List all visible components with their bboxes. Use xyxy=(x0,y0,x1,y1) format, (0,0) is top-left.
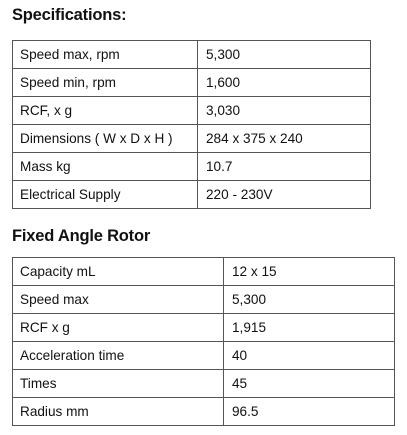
table-row xyxy=(13,314,395,342)
spec-label-rcf: RCF, x g xyxy=(13,97,198,125)
rotor-label-acceleration-time: Acceleration time xyxy=(13,342,224,370)
rotor-label-speed-max: Speed max xyxy=(13,286,224,314)
rotor-value-radius: 96.5 xyxy=(224,398,395,426)
table-row xyxy=(13,342,395,370)
spec-value-mass: 10.7 xyxy=(198,153,371,181)
table-row xyxy=(13,181,371,209)
table-row xyxy=(13,398,395,426)
fixed-angle-rotor-heading: Fixed Angle Rotor xyxy=(12,227,151,245)
spec-label-dimensions: Dimensions ( W x D x H ) xyxy=(13,125,198,153)
table-row xyxy=(13,370,395,398)
specifications-heading: Specifications: xyxy=(12,6,127,24)
spec-value-speed-max: 5,300 xyxy=(198,41,371,69)
rotor-label-times: Times xyxy=(13,370,224,398)
table-row xyxy=(13,286,395,314)
spec-value-dimensions: 284 x 375 x 240 xyxy=(198,125,371,153)
spec-value-electrical-supply: 220 - 230V xyxy=(198,181,371,209)
specifications-table xyxy=(12,40,371,209)
fixed-angle-rotor-table xyxy=(12,257,395,426)
rotor-value-capacity: 12 x 15 xyxy=(224,258,395,286)
rotor-label-capacity: Capacity mL xyxy=(13,258,224,286)
table-row xyxy=(13,258,395,286)
rotor-value-speed-max: 5,300 xyxy=(224,286,395,314)
rotor-value-rcf: 1,915 xyxy=(224,314,395,342)
spec-value-rcf: 3,030 xyxy=(198,97,371,125)
table-row xyxy=(13,69,371,97)
spec-label-electrical-supply: Electrical Supply xyxy=(13,181,198,209)
spec-label-speed-max: Speed max, rpm xyxy=(13,41,198,69)
rotor-value-times: 45 xyxy=(224,370,395,398)
rotor-label-radius: Radius mm xyxy=(13,398,224,426)
spec-label-speed-min: Speed min, rpm xyxy=(13,69,198,97)
rotor-value-acceleration-time: 40 xyxy=(224,342,395,370)
table-row xyxy=(13,41,371,69)
table-row xyxy=(13,125,371,153)
spec-value-speed-min: 1,600 xyxy=(198,69,371,97)
table-row xyxy=(13,97,371,125)
table-row xyxy=(13,153,371,181)
spec-label-mass: Mass kg xyxy=(13,153,198,181)
rotor-label-rcf: RCF x g xyxy=(13,314,224,342)
